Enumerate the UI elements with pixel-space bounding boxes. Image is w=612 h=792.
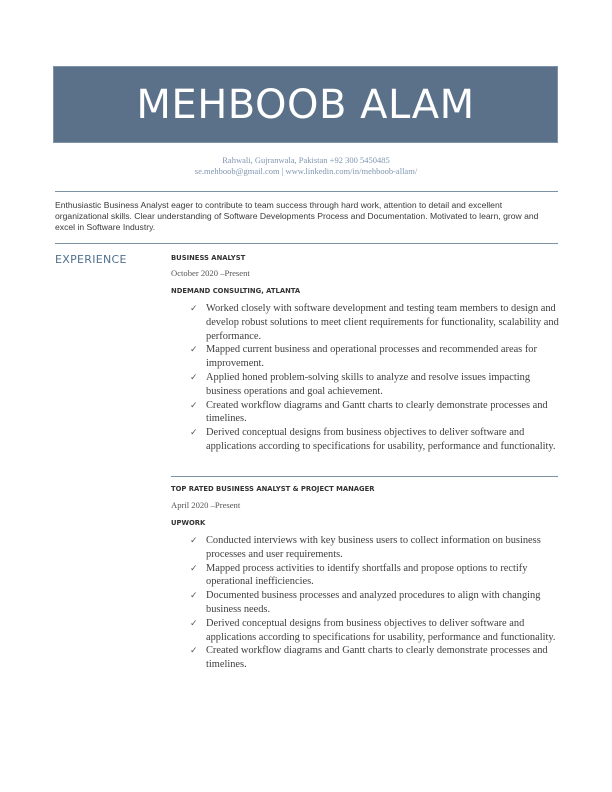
list-item: ✓ Derived conceptual designs from business objectives to deliver software and applications according to specifications for usability, performance and functionality. — [190, 617, 556, 643]
list-item: ✓ Derived conceptual designs from business objectives to deliver software and applications according to specifications for usability, performance and functionality. — [190, 427, 556, 452]
experience-heading: EXPERIENCE — [55, 253, 127, 266]
list-item: ✓ Worked closely with software development and testing team members to design and develop robust solutions to meet client requirements for functionality, scalability and performance. — [190, 303, 559, 342]
summary-text: Enthusiastic Business Analyst eager to contribute to team success through hard work, attention to detail and excellent organizational skills. Clear understanding of Software Developments Process and Documentation. Motivated to learn, grow and excel in Software Industry. — [55, 200, 539, 232]
job-dates: April 2020 –Present — [171, 500, 241, 510]
checkmark-icon: ✓ — [190, 590, 198, 601]
checkmark-icon: ✓ — [190, 535, 198, 545]
checkmark-icon: ✓ — [190, 645, 198, 656]
contact-email-linkedin: se.mehboob@gmail.com | www.linkedin.com/in/mehboob-allam/ — [194, 166, 418, 176]
checkmark-icon: ✓ — [190, 562, 198, 573]
list-item: ✓ Documented business processes and analyzed procedures to align with changing business needs. — [190, 590, 541, 615]
list-item: ✓ Applied honed problem-solving skills to analyze and resolve issues impacting business operations and goal achievement. — [190, 371, 531, 397]
list-item: ✓ Conducted interviews with key business users to collect information on business processes and user requirements. — [190, 535, 541, 560]
divider-jobs — [171, 476, 558, 477]
job-bullets — [188, 302, 560, 454]
job-dates: October 2020 –Present — [171, 268, 250, 278]
list-item: ✓ Mapped current business and operational processes and recommended areas for improvement. — [190, 344, 537, 370]
checkmark-icon: ✓ — [190, 303, 198, 313]
divider-summary — [55, 243, 558, 244]
checkmark-icon: ✓ — [190, 427, 198, 438]
contact-address-phone: Rahwali, Gujranwala, Pakistan +92 300 5450485 — [222, 155, 390, 165]
checkmark-icon: ✓ — [190, 617, 198, 628]
list-item: ✓ Mapped process activities to identify shortfalls and propose options to rectify operational inefficiencies. — [190, 562, 528, 588]
job-company: NDEMAND CONSULTING, ATLANTA — [171, 287, 301, 295]
divider-top — [55, 191, 558, 192]
job-bullets — [188, 534, 560, 672]
job-title: BUSINESS ANALYST — [171, 254, 246, 262]
name-banner — [53, 66, 558, 143]
job-title: TOP RATED BUSINESS ANALYST & PROJECT MANAGER — [171, 485, 375, 493]
checkmark-icon: ✓ — [190, 344, 198, 355]
job-company: UPWORK — [171, 519, 206, 527]
list-item: ✓ Created workflow diagrams and Gantt charts to clearly demonstrate processes and timelines. — [190, 399, 548, 425]
candidate-name: MEHBOOB ALAM — [136, 81, 475, 128]
checkmark-icon: ✓ — [190, 399, 198, 410]
list-item: ✓ Created workflow diagrams and Gantt charts to clearly demonstrate processes and timelines. — [190, 645, 548, 671]
checkmark-icon: ✓ — [190, 371, 198, 382]
